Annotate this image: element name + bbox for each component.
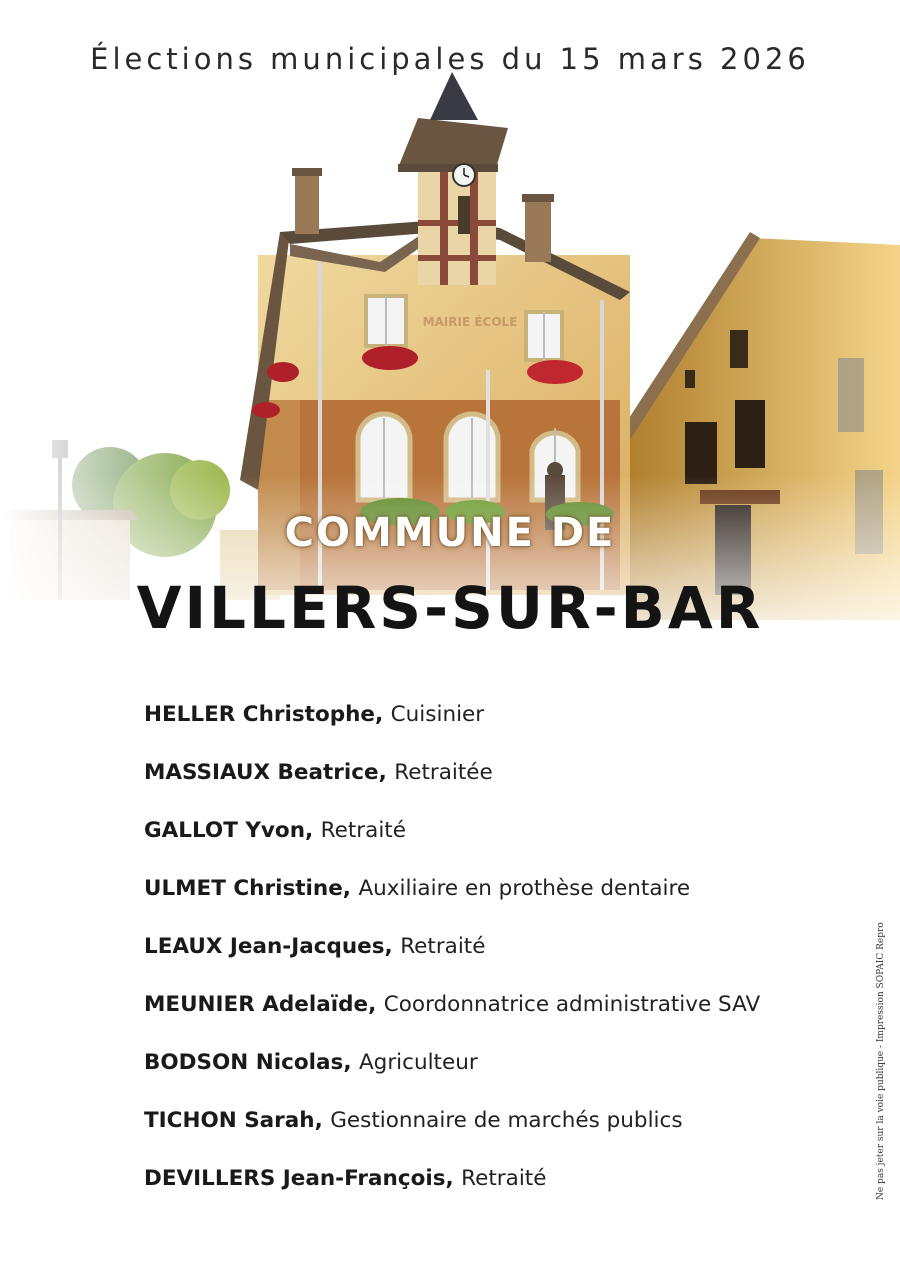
candidate-occupation: Agriculteur xyxy=(358,1050,478,1075)
list-item: GALLOT Yvon, Retraité xyxy=(144,818,406,843)
candidate-name: TICHON Sarah xyxy=(144,1108,315,1133)
candidate-occupation: Retraité xyxy=(320,818,406,843)
candidate-name: MASSIAUX Beatrice xyxy=(144,760,379,785)
list-item: LEAUX Jean-Jacques, Retraité xyxy=(144,934,486,959)
list-item: MASSIAUX Beatrice, Retraitée xyxy=(144,760,493,785)
election-header: Élections municipales du 15 mars 2026 xyxy=(90,42,810,76)
village-name-heading: VILLERS-SUR-BAR xyxy=(136,574,764,642)
candidate-name: HELLER Christophe xyxy=(144,702,375,727)
candidate-name: GALLOT Yvon xyxy=(144,818,306,843)
candidate-occupation: Coordonnatrice administrative SAV xyxy=(383,992,761,1017)
candidate-occupation: Gestionnaire de marchés publics xyxy=(330,1108,683,1133)
candidate-name: DEVILLERS Jean-François xyxy=(144,1166,446,1191)
candidate-list xyxy=(144,702,760,1224)
candidate-occupation: Retraitée xyxy=(394,760,493,785)
list-item: HELLER Christophe, Cuisinier xyxy=(144,702,485,727)
candidate-name: ULMET Christine xyxy=(144,876,343,901)
candidate-occupation: Retraité xyxy=(400,934,486,959)
candidate-occupation: Retraité xyxy=(461,1166,547,1191)
commune-de-heading: COMMUNE DE xyxy=(284,510,616,556)
candidate-name: BODSON Nicolas xyxy=(144,1050,344,1075)
candidate-name: MEUNIER Adelaïde xyxy=(144,992,369,1017)
candidate-occupation: Auxiliaire en prothèse dentaire xyxy=(358,876,691,901)
list-item: TICHON Sarah, Gestionnaire de marchés publics xyxy=(144,1108,683,1133)
list-item: ULMET Christine, Auxiliaire en prothèse dentaire xyxy=(144,876,691,901)
candidate-name: LEAUX Jean-Jacques xyxy=(144,934,385,959)
list-item: MEUNIER Adelaïde, Coordonnatrice administrative SAV xyxy=(144,992,761,1017)
legal-note: Ne pas jeter sur la voie publique - Impression SOPAIC Repro xyxy=(876,922,886,1200)
list-item: DEVILLERS Jean-François, Retraité xyxy=(144,1166,547,1191)
list-item: BODSON Nicolas, Agriculteur xyxy=(144,1050,478,1075)
candidate-occupation: Cuisinier xyxy=(390,702,485,727)
